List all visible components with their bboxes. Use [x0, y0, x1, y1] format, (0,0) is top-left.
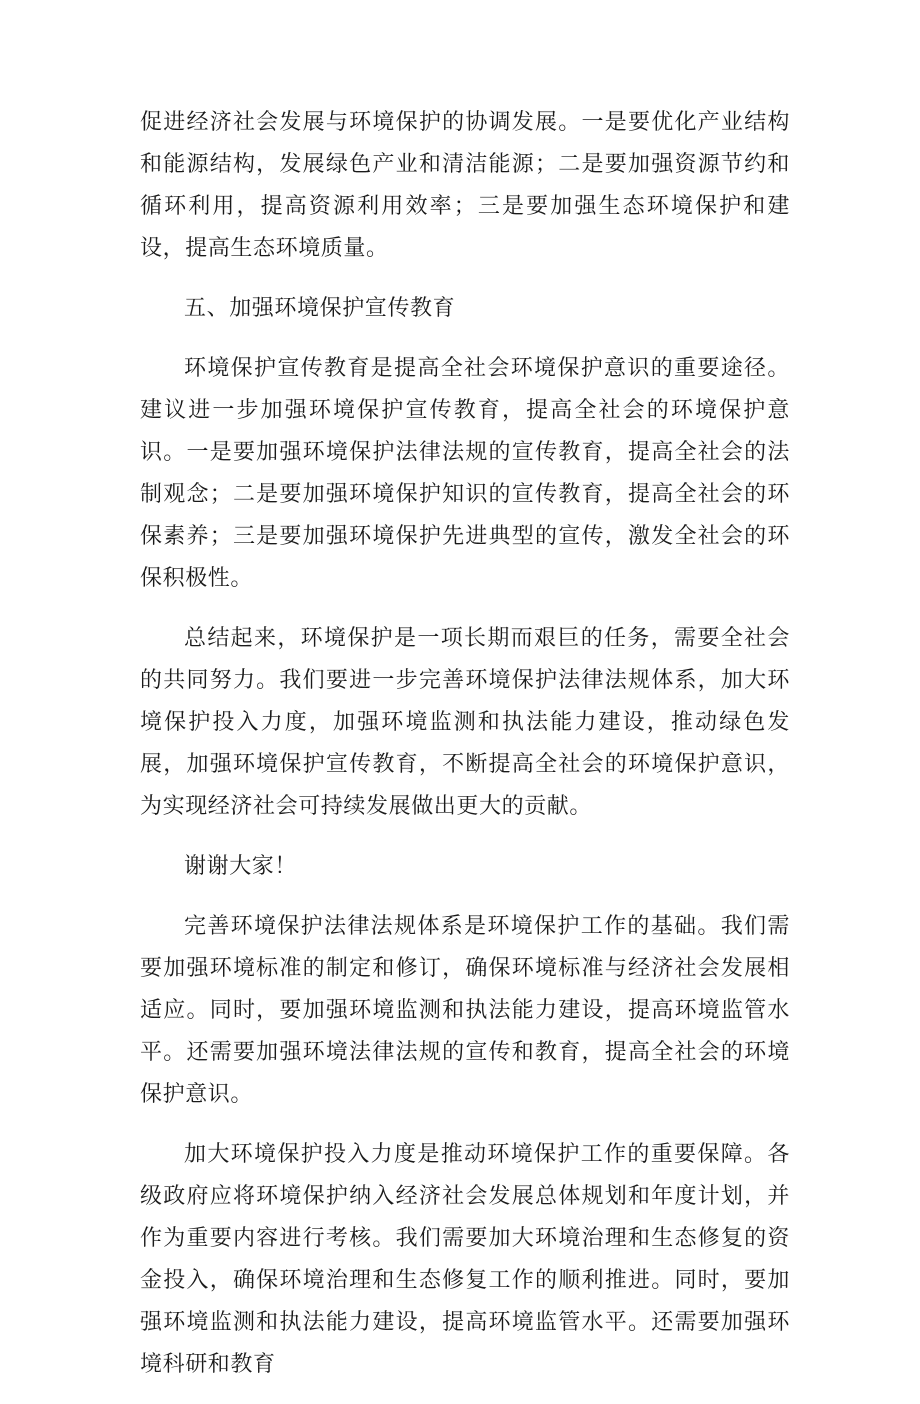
document-body: [140, 102, 790, 1404]
paragraph-legal-system: 完善环境保护法律法规体系是环境保护工作的基础。我们需要加强环境标准的制定和修订，确保环境标准与经济社会发展相适应。同时，要加强环境监测和执法能力建设，提高环境监管水平。还需要加强环境法律法规的宣传和教育，提高全社会的环境保护意识。: [140, 914, 790, 1107]
paragraph-continuation: 促进经济社会发展与环境保护的协调发展。一是要优化产业结构和能源结构，发展绿色产业和清洁能源；二是要加强资源节约和循环利用，提高资源利用效率；三是要加强生态环境保护和建设，提高生态环境质量。: [140, 110, 790, 261]
section-heading-five: 五、加强环境保护宣传教育: [184, 296, 456, 321]
closing-thanks: 谢谢大家！: [184, 854, 298, 879]
paragraph-publicity-education: 环境保护宣传教育是提高全社会环境保护意识的重要途径。建议进一步加强环境保护宣传教育，提高全社会的环境保护意识。一是要加强环境保护法律法规的宣传教育，提高全社会的法制观念；二是要加强环境保护知识的宣传教育，提高全社会的环保素养；三是要加强环境保护先进典型的宣传，激发全社会的环保积极性。: [140, 356, 790, 591]
paragraph-investment: 加大环境保护投入力度是推动环境保护工作的重要保障。各级政府应将环境保护纳入经济社会发展总体规划和年度计划，并作为重要内容进行考核。我们需要加大环境治理和生态修复的资金投入，确保环境治理和生态修复工作的顺利推进。同时，要加强环境监测和执法能力建设，提高环境监管水平。还需要加强环境科研和教育: [140, 1142, 790, 1377]
paragraph-summary: 总结起来，环境保护是一项长期而艰巨的任务，需要全社会的共同努力。我们要进一步完善环境保护法律法规体系，加大环境保护投入力度，加强环境监测和执法能力建设，推动绿色发展，加强环境保护宣传教育，不断提高全社会的环境保护意识，为实现经济社会可持续发展做出更大的贡献。: [140, 626, 790, 819]
